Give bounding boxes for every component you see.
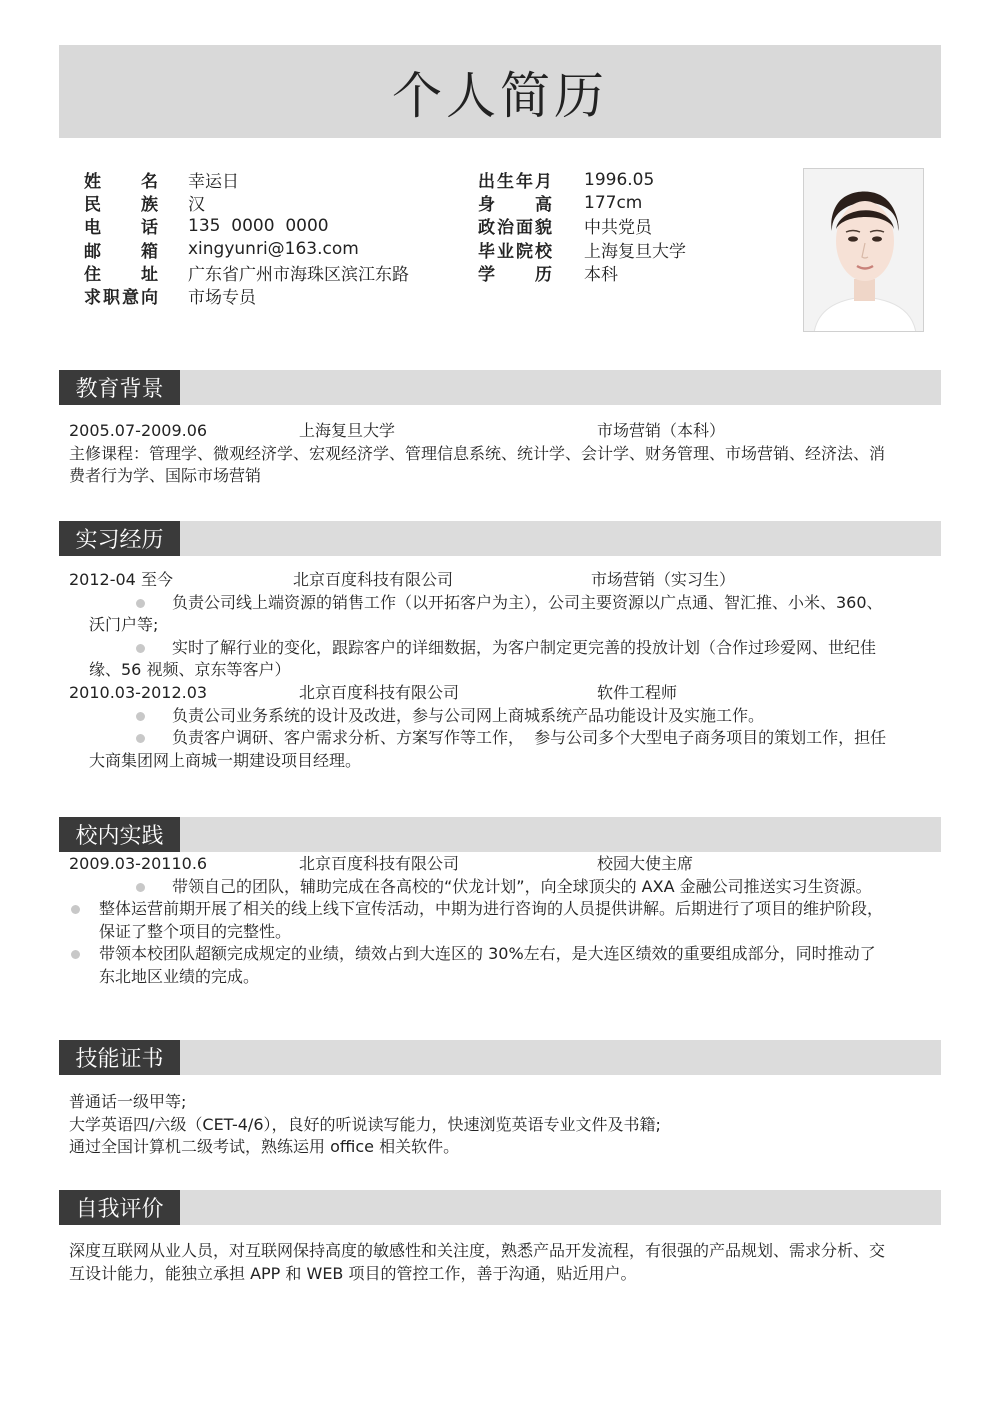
- profile-photo: [803, 168, 924, 332]
- info-row-political: [478, 214, 686, 237]
- self-eval-line: 深度互联网从业人员，对互联网保持高度的敏感性和关注度，熟悉产品开发流程，有很强的产品规划、需求分析、交: [69, 1241, 886, 1260]
- bullet-dot: [136, 883, 145, 892]
- section-title: 技能证书: [59, 1040, 180, 1075]
- info-label: 政治面貌: [478, 218, 552, 239]
- info-value: 幸运日: [188, 172, 239, 193]
- job-row: [69, 569, 941, 592]
- bullet-dot: [136, 644, 145, 653]
- campus-org: 北京百度科技有限公司: [299, 854, 460, 873]
- section-campus: [59, 817, 941, 989]
- info-value: 本科: [584, 264, 618, 285]
- education-major: 市场营销（本科）: [597, 421, 726, 440]
- personal-info-right: [478, 168, 686, 284]
- section-header: [59, 521, 941, 556]
- section-title: 教育背景: [59, 370, 180, 405]
- info-label: 毕业院校: [478, 241, 552, 262]
- info-label: 邮箱: [84, 241, 158, 262]
- info-row-phone: [84, 214, 409, 237]
- self-eval-line: 互设计能力，能独立承担 APP 和 WEB 项目的管控工作，善于沟通，贴近用户。: [69, 1263, 637, 1283]
- bullet-dot: [136, 734, 145, 743]
- info-label: 学历: [478, 264, 552, 285]
- bullet-dot: [71, 905, 80, 914]
- job-company: 北京百度科技有限公司: [293, 570, 454, 589]
- campus-role: 校园大使主席: [597, 854, 694, 873]
- job-date: 2012-04 至今: [69, 570, 173, 589]
- section-internship: [59, 521, 941, 772]
- bullet-dot: [136, 712, 145, 721]
- section-header: [59, 370, 941, 405]
- section-education: [59, 370, 941, 488]
- section-header: [59, 817, 941, 852]
- section-skills: [59, 1040, 941, 1159]
- info-value: 177cm: [584, 192, 643, 213]
- campus-bullet: 带领本校团队超额完成规定的业绩，绩效占到大连区的 30%左右，是大连区绩效的重要组成部分，同时推动了 东北地区业绩的完成。: [69, 943, 941, 988]
- job-bullet: 实时了解行业的变化，跟踪客户的详细数据，为客户制定更完善的投放计划（合作过珍爱网、世纪佳 缘、56 视频、京东等客户）: [89, 637, 877, 680]
- job-bullet: 负责公司线上端资源的销售工作（以开拓客户为主），公司主要资源以广点通、智汇推、小米、360、 沃门户等;: [89, 592, 883, 635]
- campus-row: [69, 853, 941, 876]
- info-row-address: [84, 261, 409, 284]
- job-company: 北京百度科技有限公司: [299, 682, 460, 702]
- info-label: 身高: [478, 195, 552, 216]
- skill-line: 大学英语四/六级（CET-4/6），良好的听说读写能力，快速浏览英语专业文件及书籍;: [69, 1114, 661, 1134]
- section-header: [59, 1190, 941, 1225]
- education-row: [69, 420, 941, 443]
- job-row: [69, 682, 941, 705]
- info-row-height: [478, 191, 686, 214]
- campus-bullet: 带领自己的团队，辅助完成在各高校的“伏龙计划”，向全球顶尖的 AXA 金融公司推送实习生资源。: [69, 876, 941, 899]
- job-bullet: 负责客户调研、客户需求分析、方案写作等工作， 参与公司多个大型电子商务项目的策划工作，担任 大商集团网上商城一期建设项目经理。: [89, 728, 887, 770]
- section-header: [59, 1040, 941, 1075]
- job-role: 市场营销（实习生）: [591, 570, 736, 589]
- info-value: 1996.05: [584, 169, 655, 190]
- info-value: 汉: [188, 195, 205, 216]
- campus-bullet: 整体运营前期开展了相关的线上线下宣传活动，中期为进行咨询的人员提供讲解。后期进行了项目的维护阶段， 保证了整个项目的完整性。: [69, 898, 941, 943]
- info-value: 中共党员: [584, 218, 652, 239]
- info-label: 民族: [84, 195, 158, 216]
- bullet-dot: [71, 950, 80, 959]
- job-role: 软件工程师: [597, 682, 678, 702]
- info-row-ethnicity: [84, 191, 409, 214]
- section-title: 自我评价: [59, 1190, 180, 1225]
- bullet-dot: [136, 599, 145, 608]
- section-title: 校内实践: [59, 817, 180, 852]
- education-courses: 主修课程：管理学、微观经济学、宏观经济学、管理信息系统、统计学、会计学、财务管理、市场营销、经济法、消: [69, 443, 886, 463]
- education-school: 上海复旦大学: [299, 421, 396, 440]
- info-label: 出生年月: [478, 172, 552, 193]
- info-value: 广东省广州市海珠区滨江东路: [188, 264, 409, 285]
- resume-title: 个人简历: [392, 66, 608, 125]
- skill-line: 通过全国计算机二级考试，熟练运用 office 相关软件。: [69, 1137, 460, 1157]
- section-self-evaluation: [59, 1190, 941, 1285]
- info-value: xingyunri@163.com: [188, 239, 359, 260]
- info-label: 住址: [84, 264, 158, 285]
- info-row-birth: [478, 168, 686, 191]
- info-label: 姓名: [84, 172, 158, 193]
- job-bullet: 负责公司业务系统的设计及改进，参与公司网上商城系统产品功能设计及实施工作。: [69, 705, 941, 728]
- skill-line: 普通话一级甲等;: [69, 1092, 187, 1111]
- title-bar: [59, 45, 941, 138]
- info-value: 135 0000 0000: [188, 215, 329, 236]
- section-title: 实习经历: [59, 521, 180, 556]
- personal-info-left: [84, 168, 409, 307]
- job-date: 2010.03-2012.03: [69, 682, 208, 702]
- education-date: 2005.07-2009.06: [69, 421, 208, 440]
- info-row-objective: [84, 284, 409, 307]
- info-label: 电话: [84, 218, 158, 239]
- info-row-name: [84, 168, 409, 191]
- education-courses-cont: 费者行为学、国际市场营销: [69, 466, 262, 486]
- info-row-school: [478, 238, 686, 261]
- info-value: 上海复旦大学: [584, 241, 686, 262]
- info-label: 求职意向: [84, 288, 158, 309]
- info-value: 市场专员: [188, 288, 256, 309]
- campus-date: 2009.03-20110.6: [69, 854, 208, 873]
- info-row-degree: [478, 261, 686, 284]
- info-row-email: [84, 238, 409, 261]
- portrait-image: [804, 169, 924, 332]
